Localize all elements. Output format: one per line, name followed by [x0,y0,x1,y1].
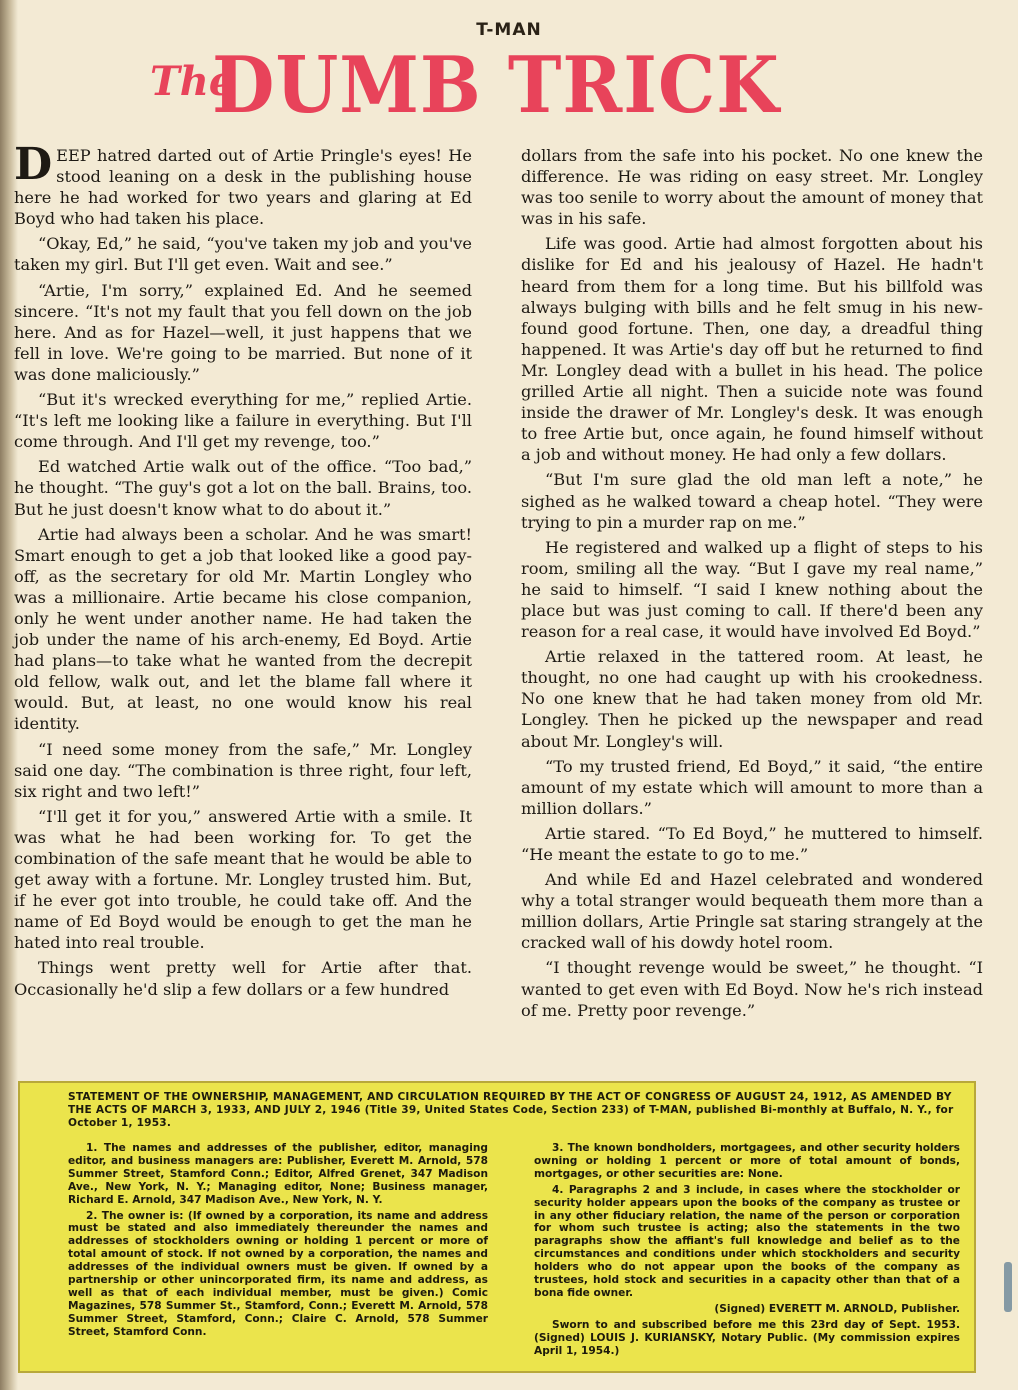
title-main: DUMB TRICK [212,38,780,131]
story-paragraph: Artie had always been a scholar. And he was smart! Smart enough to get a job that looked like a good pay-off, as the secretary for old Mr. Martin Longley who was a millionaire. Artie became his close companion, only he went under another name. He had taken the job under the name of his arch-enemy, Ed Boyd. Artie had plans—to take what he wanted from the decrepit old fellow, walk out, and let the blame fall where it would. But, at least, no one would know his real identity. [14,524,472,734]
page-edge-mark [1004,1262,1012,1312]
story-paragraph: “Okay, Ed,” he said, “you've taken my job and you've taken my girl. But I'll get even. Wait and see.” [14,234,472,275]
story-paragraph: Artie relaxed in the tattered room. At least, he thought, no one had caught up with his crookedness. No one knew that he had taken money from old Mr. Longley. Then he picked up the newspaper and read about Mr. Longley's will. [521,647,983,751]
story-paragraph: “I need some money from the safe,” Mr. Longley said one day. “The combination is three right, four left, six right and two left!” [14,739,472,801]
story-paragraph: “But it's wrecked everything for me,” replied Artie. “It's left me looking like a failure in everything. But I'll come through. And I'll get my revenge, too.” [14,390,472,452]
statement-column-left [68,1142,488,1342]
story-paragraph: “I thought revenge would be sweet,” he thought. “I wanted to get even with Ed Boyd. Now he's rich instead of me. Pretty poor revenge.” [521,958,983,1020]
statement-sworn: Sworn to and subscribed before me this 23rd day of Sept. 1953. (Signed) LOUIS J. KURIANSKY, Notary Public. (My commission expires April 1, 1954.) [534,1318,960,1357]
statement-paragraph: 2. The owner is: (If owned by a corporation, its name and address must be stated and also immediately thereunder the names and addresses of stockholders owning or holding 1 percent or more of total amount of stock. If not owned by a corporation, the names and addresses of the individual owners must be given. If owned by a partnership or other unincorporated firm, its name and address, as well as that of each individual member, must be given.) Comic Magazines, 578 Summer St., Stamford, Conn.; Everett M. Arnold, 578 Summer Street, Stamford, Conn.; Claire C. Arnold, 578 Summer Street, Stamford Conn. [68,1209,488,1338]
story-paragraph: He registered and walked up a flight of steps to his room, smiling all the way. “But I gave my real name,” he said to himself. “I said I knew nothing about the place but was just coming to call. If there'd been any reason for a real case, it would have involved Ed Boyd.” [521,537,983,642]
story-column-left [14,139,472,1004]
statement-paragraph: 1. The names and addresses of the publisher, editor, managing editor, and business managers are: Publisher, Everett M. Arnold, 578 Summer Street, Stamford Conn.; Editor, Alfred Grenet, 347 Madison Ave., New York, N. Y.; Managing editor, None; Business manager, Richard E. Arnold, 347 Madison Ave., New York, N. Y. [68,1142,488,1206]
drop-cap: D [14,139,53,190]
story-paragraph: “Artie, I'm sorry,” explained Ed. And he seemed sincere. “It's not my fault that you fell down on the job here. And as for Hazel—well, it just happens that we fell in love. We're going to be married. But none of it was done maliciously.” [14,280,472,384]
story-paragraph: Artie stared. “To Ed Boyd,” he muttered to himself. “He meant the estate to go to me.” [521,823,983,864]
story-paragraph: dollars from the safe into his pocket. No one knew the difference. He was riding on easy street. Mr. Longley was too senile to worry about the amount of money that was in his safe. [521,146,983,229]
story-paragraph [14,139,472,229]
story-paragraph: Things went pretty well for Artie after that. Occasionally he'd slip a few dollars or a few hundred [14,958,472,999]
statement-paragraph: 3. The known bondholders, mortgagees, and other security holders owning or holding 1 percent or more of total amount of bonds, mortgages, or other securities are: None. [534,1142,960,1180]
statement-column-right [534,1142,960,1361]
story-paragraph: Life was good. Artie had almost forgotten about his dislike for Ed and his jealousy of Hazel. He hadn't heard from them for a long time. But his billfold was always bulging with bills and he felt smug in his new-found good fortune. Then, one day, a dreadful thing happened. It was Artie's day off but he returned to find Mr. Longley dead with a bullet in his head. The police grilled Artie all night. Then a suicide note was found inside the drawer of Mr. Longley's desk. It was enough to free Artie but, once again, he found himself without a job and without money. He had only a few dollars. [521,234,983,465]
statement-paragraph: 4. Paragraphs 2 and 3 include, in cases where the stockholder or security holder appears upon the books of the company as trustee or in any other fiduciary relation, the name of the person or corporation for whom such trustee is acting; also the statements in the two paragraphs show the affiant's full knowledge and belief as to the circumstances and conditions under which stockholders and security holders who do not appear upon the books of the company as trustees, hold stock and securities in a capacity other than that of a bona fide owner. [534,1183,960,1299]
running-head: T-MAN [476,20,542,40]
story-title [150,40,850,140]
statement-signature: (Signed) EVERETT M. ARNOLD, Publisher. [714,1302,960,1315]
story-paragraph: “I'll get it for you,” answered Artie with a smile. It was what he had been working for. To get the combination of the safe meant that he would be able to get away with a fortune. Mr. Longley trusted him. But, if he ever got into trouble, he could take off. And the name of Ed Boyd would be enough to get the man he hated into real trouble. [14,806,472,953]
story-paragraph: “To my trusted friend, Ed Boyd,” it said, “the entire amount of my estate which will amount to more than a million dollars.” [521,756,983,818]
title-prefix: The [150,58,235,105]
story-paragraph-text: EEP hatred darted out of Artie Pringle's eyes! He stood leaning on a desk in the publishing house here he had worked for two years and glaring at Ed Boyd who had taken his place. [14,146,472,229]
story-paragraph: Ed watched Artie walk out of the office. “Too bad,” he thought. “The guy's got a lot on the ball. Brains, too. But he just doesn't know what to do about it.” [14,457,472,519]
story-column-right [521,145,983,1025]
story-paragraph: And while Ed and Hazel celebrated and wondered why a total stranger would bequeath them more than a million dollars, Artie Pringle sat staring strangely at the cracked wall of his dowdy hotel room. [521,870,983,953]
statement-heading: STATEMENT OF THE OWNERSHIP, MANAGEMENT, AND CIRCULATION REQUIRED BY THE ACT OF CONGRESS OF AUGUST 24, 1912, AS AMENDED BY THE ACTS OF MARCH 3, 1933, AND JULY 2, 1946 (Title 39, United States Code, Section 233) of T-MAN, published Bi-monthly at Buffalo, N. Y., for October 1, 1953. [68,1091,954,1129]
ownership-statement [68,1091,960,1357]
story-paragraph: “But I'm sure glad the old man left a note,” he sighed as he walked toward a cheap hotel. “They were trying to pin a murder rap on me.” [521,470,983,532]
ownership-statement-box [18,1081,976,1373]
